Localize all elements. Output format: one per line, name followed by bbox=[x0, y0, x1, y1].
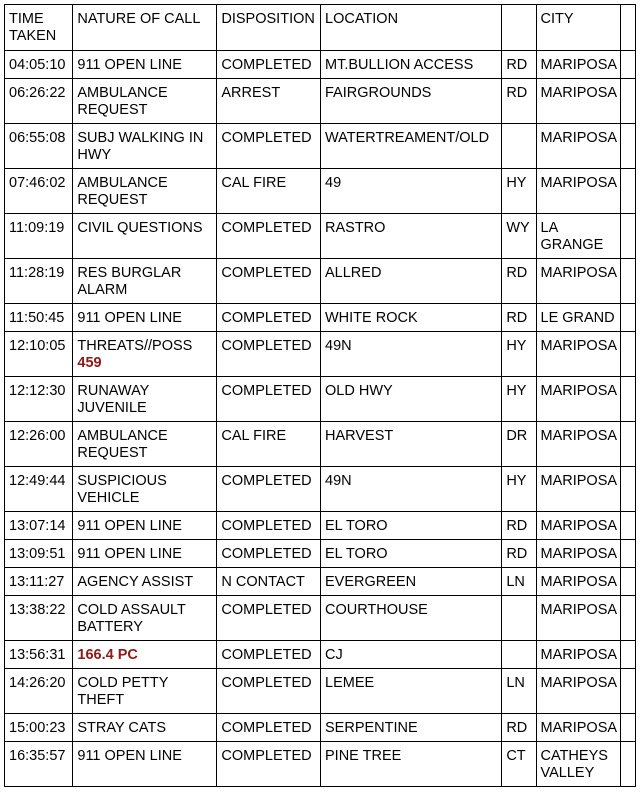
nature-text: STRAY CATS bbox=[77, 720, 167, 736]
cell-extra bbox=[621, 214, 636, 259]
cell-nature-of-call bbox=[73, 512, 217, 540]
cell-location: COURTHOUSE bbox=[321, 596, 502, 641]
table-row bbox=[5, 214, 636, 259]
header-nature-of-call: NATURE OF CALL bbox=[73, 5, 217, 51]
header-extra bbox=[621, 5, 636, 51]
header-suffix bbox=[502, 5, 536, 51]
cell-street-suffix: LN bbox=[502, 568, 536, 596]
cell-time-taken: 13:56:31 bbox=[5, 641, 73, 669]
cell-extra bbox=[621, 169, 636, 214]
nature-text: AMBULANCE REQUEST bbox=[77, 175, 168, 208]
cell-nature-of-call bbox=[73, 540, 217, 568]
cell-nature-of-call bbox=[73, 568, 217, 596]
nature-text: 911 OPEN LINE bbox=[77, 748, 182, 764]
cell-disposition: N CONTACT bbox=[217, 568, 321, 596]
cell-location: HARVEST bbox=[321, 422, 502, 467]
cell-nature-of-call bbox=[73, 377, 217, 422]
nature-text: RES BURGLAR ALARM bbox=[77, 265, 182, 298]
cell-disposition: COMPLETED bbox=[217, 304, 321, 332]
cell-time-taken: 13:38:22 bbox=[5, 596, 73, 641]
table-row bbox=[5, 422, 636, 467]
cell-street-suffix bbox=[502, 124, 536, 169]
cell-nature-of-call bbox=[73, 742, 217, 787]
cell-disposition: COMPLETED bbox=[217, 669, 321, 714]
cell-nature-of-call bbox=[73, 332, 217, 377]
cell-extra bbox=[621, 51, 636, 79]
cell-location: 49 bbox=[321, 169, 502, 214]
cell-disposition: COMPLETED bbox=[217, 214, 321, 259]
cell-disposition: COMPLETED bbox=[217, 51, 321, 79]
cell-city: MARIPOSA bbox=[536, 467, 621, 512]
cell-location: LEMEE bbox=[321, 669, 502, 714]
cell-nature-of-call bbox=[73, 304, 217, 332]
cell-nature-of-call bbox=[73, 169, 217, 214]
cell-location: MT.BULLION ACCESS bbox=[321, 51, 502, 79]
cell-city: MARIPOSA bbox=[536, 422, 621, 467]
cell-extra bbox=[621, 596, 636, 641]
cell-city: MARIPOSA bbox=[536, 259, 621, 304]
cell-disposition: COMPLETED bbox=[217, 714, 321, 742]
cell-disposition: CAL FIRE bbox=[217, 169, 321, 214]
cell-location: EL TORO bbox=[321, 512, 502, 540]
cell-street-suffix bbox=[502, 596, 536, 641]
table-row bbox=[5, 377, 636, 422]
cell-city: CATHEYS VALLEY bbox=[536, 742, 621, 787]
cell-nature-of-call bbox=[73, 669, 217, 714]
cell-time-taken: 12:26:00 bbox=[5, 422, 73, 467]
cell-time-taken: 06:26:22 bbox=[5, 79, 73, 124]
cell-time-taken: 11:09:19 bbox=[5, 214, 73, 259]
cell-city: MARIPOSA bbox=[536, 377, 621, 422]
penal-code: 459 bbox=[77, 355, 102, 371]
cell-street-suffix: CT bbox=[502, 742, 536, 787]
nature-text: AGENCY ASSIST bbox=[77, 574, 194, 590]
nature-text: CIVIL QUESTIONS bbox=[77, 220, 203, 236]
nature-text: RUNAWAY JUVENILE bbox=[77, 383, 150, 416]
cell-disposition: COMPLETED bbox=[217, 540, 321, 568]
cell-location: EL TORO bbox=[321, 540, 502, 568]
cell-location: OLD HWY bbox=[321, 377, 502, 422]
cell-extra bbox=[621, 377, 636, 422]
table-row bbox=[5, 540, 636, 568]
cell-time-taken: 16:35:57 bbox=[5, 742, 73, 787]
cell-extra bbox=[621, 568, 636, 596]
table-row bbox=[5, 79, 636, 124]
cell-street-suffix: RD bbox=[502, 512, 536, 540]
cell-extra bbox=[621, 742, 636, 787]
header-row bbox=[5, 5, 636, 51]
cell-extra bbox=[621, 467, 636, 512]
cell-time-taken: 04:05:10 bbox=[5, 51, 73, 79]
cell-extra bbox=[621, 79, 636, 124]
table-row bbox=[5, 332, 636, 377]
cell-time-taken: 11:50:45 bbox=[5, 304, 73, 332]
header-disposition: DISPOSITION bbox=[217, 5, 321, 51]
call-log-body bbox=[5, 51, 636, 787]
nature-text: SUSPICIOUS VEHICLE bbox=[77, 473, 167, 506]
table-row bbox=[5, 124, 636, 169]
cell-nature-of-call bbox=[73, 124, 217, 169]
cell-time-taken: 06:55:08 bbox=[5, 124, 73, 169]
cell-street-suffix: RD bbox=[502, 51, 536, 79]
cell-street-suffix: RD bbox=[502, 79, 536, 124]
cell-city: MARIPOSA bbox=[536, 568, 621, 596]
cell-extra bbox=[621, 641, 636, 669]
cell-disposition: COMPLETED bbox=[217, 742, 321, 787]
cell-city: MARIPOSA bbox=[536, 596, 621, 641]
header-time-taken: TIME TAKEN bbox=[5, 5, 73, 51]
cell-location: CJ bbox=[321, 641, 502, 669]
nature-text: 911 OPEN LINE bbox=[77, 57, 182, 73]
cell-extra bbox=[621, 714, 636, 742]
cell-street-suffix: RD bbox=[502, 259, 536, 304]
table-row bbox=[5, 669, 636, 714]
cell-city: MARIPOSA bbox=[536, 169, 621, 214]
cell-city: MARIPOSA bbox=[536, 641, 621, 669]
table-row bbox=[5, 512, 636, 540]
cell-extra bbox=[621, 669, 636, 714]
table-row bbox=[5, 714, 636, 742]
cell-street-suffix: HY bbox=[502, 377, 536, 422]
cell-nature-of-call bbox=[73, 596, 217, 641]
cell-street-suffix bbox=[502, 641, 536, 669]
cell-location: ALLRED bbox=[321, 259, 502, 304]
cell-location: RASTRO bbox=[321, 214, 502, 259]
cell-city: MARIPOSA bbox=[536, 669, 621, 714]
cell-street-suffix: DR bbox=[502, 422, 536, 467]
nature-text: SUBJ WALKING IN HWY bbox=[77, 130, 204, 163]
header-city: CITY bbox=[536, 5, 621, 51]
cell-time-taken: 12:12:30 bbox=[5, 377, 73, 422]
cell-nature-of-call bbox=[73, 714, 217, 742]
cell-disposition: CAL FIRE bbox=[217, 422, 321, 467]
cell-time-taken: 13:11:27 bbox=[5, 568, 73, 596]
table-row bbox=[5, 169, 636, 214]
cell-time-taken: 12:49:44 bbox=[5, 467, 73, 512]
cell-extra bbox=[621, 304, 636, 332]
cell-nature-of-call bbox=[73, 467, 217, 512]
call-log-table bbox=[4, 4, 636, 787]
cell-disposition: COMPLETED bbox=[217, 124, 321, 169]
cell-disposition: COMPLETED bbox=[217, 332, 321, 377]
cell-city: MARIPOSA bbox=[536, 714, 621, 742]
cell-time-taken: 12:10:05 bbox=[5, 332, 73, 377]
header-location: LOCATION bbox=[321, 5, 502, 51]
cell-nature-of-call bbox=[73, 259, 217, 304]
cell-location: 49N bbox=[321, 467, 502, 512]
cell-extra bbox=[621, 422, 636, 467]
cell-location: SERPENTINE bbox=[321, 714, 502, 742]
cell-location: 49N bbox=[321, 332, 502, 377]
cell-location: EVERGREEN bbox=[321, 568, 502, 596]
cell-street-suffix: RD bbox=[502, 714, 536, 742]
cell-nature-of-call bbox=[73, 51, 217, 79]
cell-street-suffix: LN bbox=[502, 669, 536, 714]
table-row bbox=[5, 568, 636, 596]
cell-nature-of-call bbox=[73, 422, 217, 467]
penal-code: 166.4 PC bbox=[77, 647, 138, 663]
cell-disposition: COMPLETED bbox=[217, 377, 321, 422]
cell-city: MARIPOSA bbox=[536, 512, 621, 540]
table-row bbox=[5, 641, 636, 669]
cell-extra bbox=[621, 540, 636, 568]
cell-city: MARIPOSA bbox=[536, 79, 621, 124]
cell-disposition: COMPLETED bbox=[217, 512, 321, 540]
table-row bbox=[5, 467, 636, 512]
cell-location: WATERTREAMENT/OLD bbox=[321, 124, 502, 169]
table-row bbox=[5, 304, 636, 332]
cell-city: MARIPOSA bbox=[536, 124, 621, 169]
cell-disposition: COMPLETED bbox=[217, 259, 321, 304]
cell-city: MARIPOSA bbox=[536, 51, 621, 79]
cell-extra bbox=[621, 512, 636, 540]
cell-time-taken: 13:09:51 bbox=[5, 540, 73, 568]
cell-time-taken: 13:07:14 bbox=[5, 512, 73, 540]
table-row bbox=[5, 596, 636, 641]
cell-disposition: COMPLETED bbox=[217, 467, 321, 512]
cell-disposition: ARREST bbox=[217, 79, 321, 124]
cell-location: WHITE ROCK bbox=[321, 304, 502, 332]
cell-disposition: COMPLETED bbox=[217, 641, 321, 669]
cell-city: LE GRAND bbox=[536, 304, 621, 332]
cell-time-taken: 11:28:19 bbox=[5, 259, 73, 304]
nature-text: AMBULANCE REQUEST bbox=[77, 428, 168, 461]
cell-extra bbox=[621, 124, 636, 169]
table-row bbox=[5, 742, 636, 787]
cell-extra bbox=[621, 332, 636, 377]
nature-text: AMBULANCE REQUEST bbox=[77, 85, 168, 118]
cell-location: PINE TREE bbox=[321, 742, 502, 787]
table-row bbox=[5, 51, 636, 79]
cell-street-suffix: WY bbox=[502, 214, 536, 259]
cell-street-suffix: HY bbox=[502, 169, 536, 214]
nature-text: 911 OPEN LINE bbox=[77, 546, 182, 562]
cell-time-taken: 15:00:23 bbox=[5, 714, 73, 742]
cell-city: MARIPOSA bbox=[536, 540, 621, 568]
cell-nature-of-call bbox=[73, 641, 217, 669]
nature-text: COLD PETTY THEFT bbox=[77, 675, 169, 708]
cell-street-suffix: HY bbox=[502, 467, 536, 512]
cell-location: FAIRGROUNDS bbox=[321, 79, 502, 124]
cell-street-suffix: RD bbox=[502, 304, 536, 332]
cell-street-suffix: HY bbox=[502, 332, 536, 377]
nature-text: COLD ASSAULT BATTERY bbox=[77, 602, 186, 635]
cell-nature-of-call bbox=[73, 214, 217, 259]
cell-time-taken: 07:46:02 bbox=[5, 169, 73, 214]
cell-city: LA GRANGE bbox=[536, 214, 621, 259]
cell-disposition: COMPLETED bbox=[217, 596, 321, 641]
nature-text: 911 OPEN LINE bbox=[77, 518, 182, 534]
cell-city: MARIPOSA bbox=[536, 332, 621, 377]
cell-street-suffix: RD bbox=[502, 540, 536, 568]
cell-time-taken: 14:26:20 bbox=[5, 669, 73, 714]
table-row bbox=[5, 259, 636, 304]
nature-text: THREATS//POSS bbox=[77, 338, 193, 354]
nature-text: 911 OPEN LINE bbox=[77, 310, 182, 326]
cell-nature-of-call bbox=[73, 79, 217, 124]
cell-extra bbox=[621, 259, 636, 304]
